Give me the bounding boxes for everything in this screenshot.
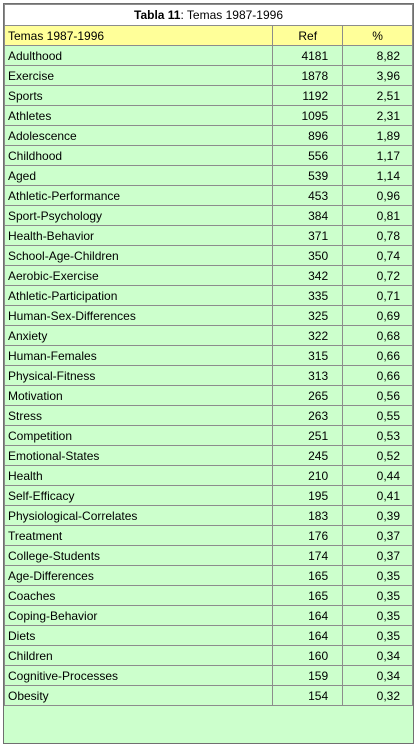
topic-cell: Physiological-Correlates xyxy=(5,506,273,526)
percent-cell: 0,53 xyxy=(343,426,413,446)
table-row xyxy=(5,186,413,206)
ref-cell: 165 xyxy=(273,566,343,586)
table-title-bold: Tabla 11 xyxy=(134,8,181,22)
percent-cell: 1,17 xyxy=(343,146,413,166)
ref-cell: 1095 xyxy=(273,106,343,126)
topic-cell: Athletes xyxy=(5,106,273,126)
ref-cell: 265 xyxy=(273,386,343,406)
column-header-percent: % xyxy=(343,26,413,46)
topic-cell: Age-Differences xyxy=(5,566,273,586)
table-row xyxy=(5,206,413,226)
topic-cell: Childhood xyxy=(5,146,273,166)
ref-cell: 384 xyxy=(273,206,343,226)
table-row xyxy=(5,626,413,646)
table-row xyxy=(5,486,413,506)
percent-cell: 0,55 xyxy=(343,406,413,426)
ref-cell: 1878 xyxy=(273,66,343,86)
topic-cell: Athletic-Performance xyxy=(5,186,273,206)
percent-cell: 0,66 xyxy=(343,366,413,386)
table-row xyxy=(5,86,413,106)
ref-cell: 154 xyxy=(273,686,343,706)
topic-cell: Sport-Psychology xyxy=(5,206,273,226)
percent-cell: 0,34 xyxy=(343,646,413,666)
topic-cell: Obesity xyxy=(5,686,273,706)
percent-cell: 0,81 xyxy=(343,206,413,226)
table-row xyxy=(5,526,413,546)
table-row xyxy=(5,686,413,706)
ref-cell: 251 xyxy=(273,426,343,446)
percent-cell: 0,71 xyxy=(343,286,413,306)
table-row xyxy=(5,346,413,366)
ref-cell: 313 xyxy=(273,366,343,386)
topic-cell: Human-Females xyxy=(5,346,273,366)
ref-cell: 322 xyxy=(273,326,343,346)
topic-cell: Adulthood xyxy=(5,46,273,66)
percent-cell: 0,96 xyxy=(343,186,413,206)
ref-cell: 325 xyxy=(273,306,343,326)
topic-cell: Treatment xyxy=(5,526,273,546)
table-row xyxy=(5,606,413,626)
ref-cell: 164 xyxy=(273,626,343,646)
topic-cell: Aged xyxy=(5,166,273,186)
ref-cell: 174 xyxy=(273,546,343,566)
ref-cell: 164 xyxy=(273,606,343,626)
table-row xyxy=(5,406,413,426)
topic-cell: Health xyxy=(5,466,273,486)
ref-cell: 371 xyxy=(273,226,343,246)
table-row xyxy=(5,446,413,466)
ref-cell: 195 xyxy=(273,486,343,506)
topic-cell: Athletic-Participation xyxy=(5,286,273,306)
column-header-topic: Temas 1987-1996 xyxy=(5,26,273,46)
table-row xyxy=(5,466,413,486)
topic-cell: Competition xyxy=(5,426,273,446)
percent-cell: 2,51 xyxy=(343,86,413,106)
ref-cell: 556 xyxy=(273,146,343,166)
table-row xyxy=(5,306,413,326)
table-row xyxy=(5,666,413,686)
ref-cell: 539 xyxy=(273,166,343,186)
ref-cell: 342 xyxy=(273,266,343,286)
percent-cell: 0,52 xyxy=(343,446,413,466)
table-row xyxy=(5,146,413,166)
percent-cell: 0,69 xyxy=(343,306,413,326)
table-title-rest: : Temas 1987-1996 xyxy=(180,8,283,22)
ref-cell: 4181 xyxy=(273,46,343,66)
table-row xyxy=(5,46,413,66)
topic-cell: Diets xyxy=(5,626,273,646)
topic-cell: College-Students xyxy=(5,546,273,566)
ref-cell: 335 xyxy=(273,286,343,306)
percent-cell: 2,31 xyxy=(343,106,413,126)
table-row xyxy=(5,166,413,186)
ref-cell: 263 xyxy=(273,406,343,426)
topic-cell: Anxiety xyxy=(5,326,273,346)
topic-cell: Coping-Behavior xyxy=(5,606,273,626)
ref-cell: 315 xyxy=(273,346,343,366)
percent-cell: 0,68 xyxy=(343,326,413,346)
table-row xyxy=(5,506,413,526)
percent-cell: 0,78 xyxy=(343,226,413,246)
ref-cell: 350 xyxy=(273,246,343,266)
table-row xyxy=(5,366,413,386)
topic-cell: Aerobic-Exercise xyxy=(5,266,273,286)
table-row xyxy=(5,226,413,246)
topic-cell: Physical-Fitness xyxy=(5,366,273,386)
table-row xyxy=(5,546,413,566)
ref-cell: 159 xyxy=(273,666,343,686)
topic-cell: Self-Efficacy xyxy=(5,486,273,506)
percent-cell: 0,44 xyxy=(343,466,413,486)
percent-cell: 0,39 xyxy=(343,506,413,526)
topic-cell: Coaches xyxy=(5,586,273,606)
table-row xyxy=(5,426,413,446)
table-row xyxy=(5,66,413,86)
topic-cell: Emotional-States xyxy=(5,446,273,466)
table-title xyxy=(5,5,413,26)
percent-cell: 0,34 xyxy=(343,666,413,686)
table-row xyxy=(5,646,413,666)
table-row xyxy=(5,566,413,586)
topic-cell: School-Age-Children xyxy=(5,246,273,266)
ref-cell: 160 xyxy=(273,646,343,666)
percent-cell: 0,35 xyxy=(343,606,413,626)
table-row xyxy=(5,326,413,346)
percent-cell: 0,32 xyxy=(343,686,413,706)
percent-cell: 1,14 xyxy=(343,166,413,186)
percent-cell: 0,35 xyxy=(343,586,413,606)
topic-cell: Adolescence xyxy=(5,126,273,146)
table-row xyxy=(5,106,413,126)
table-row xyxy=(5,586,413,606)
table-row xyxy=(5,386,413,406)
topic-cell: Stress xyxy=(5,406,273,426)
percent-cell: 0,66 xyxy=(343,346,413,366)
ref-cell: 176 xyxy=(273,526,343,546)
percent-cell: 0,56 xyxy=(343,386,413,406)
table-header-row xyxy=(5,26,413,46)
percent-cell: 1,89 xyxy=(343,126,413,146)
table-row xyxy=(5,266,413,286)
topic-cell: Exercise xyxy=(5,66,273,86)
ref-cell: 183 xyxy=(273,506,343,526)
topic-cell: Children xyxy=(5,646,273,666)
topics-table-container xyxy=(3,3,414,744)
percent-cell: 0,74 xyxy=(343,246,413,266)
percent-cell: 3,96 xyxy=(343,66,413,86)
topics-table xyxy=(4,4,413,706)
table-body xyxy=(5,46,413,706)
topic-cell: Health-Behavior xyxy=(5,226,273,246)
table-row xyxy=(5,246,413,266)
ref-cell: 165 xyxy=(273,586,343,606)
table-row xyxy=(5,126,413,146)
topic-cell: Sports xyxy=(5,86,273,106)
percent-cell: 8,82 xyxy=(343,46,413,66)
percent-cell: 0,41 xyxy=(343,486,413,506)
percent-cell: 0,37 xyxy=(343,526,413,546)
percent-cell: 0,35 xyxy=(343,626,413,646)
ref-cell: 453 xyxy=(273,186,343,206)
topic-cell: Cognitive-Processes xyxy=(5,666,273,686)
percent-cell: 0,37 xyxy=(343,546,413,566)
topic-cell: Human-Sex-Differences xyxy=(5,306,273,326)
column-header-ref: Ref xyxy=(273,26,343,46)
table-title-row xyxy=(5,5,413,26)
percent-cell: 0,72 xyxy=(343,266,413,286)
percent-cell: 0,35 xyxy=(343,566,413,586)
ref-cell: 1192 xyxy=(273,86,343,106)
topic-cell: Motivation xyxy=(5,386,273,406)
ref-cell: 896 xyxy=(273,126,343,146)
ref-cell: 210 xyxy=(273,466,343,486)
ref-cell: 245 xyxy=(273,446,343,466)
table-row xyxy=(5,286,413,306)
